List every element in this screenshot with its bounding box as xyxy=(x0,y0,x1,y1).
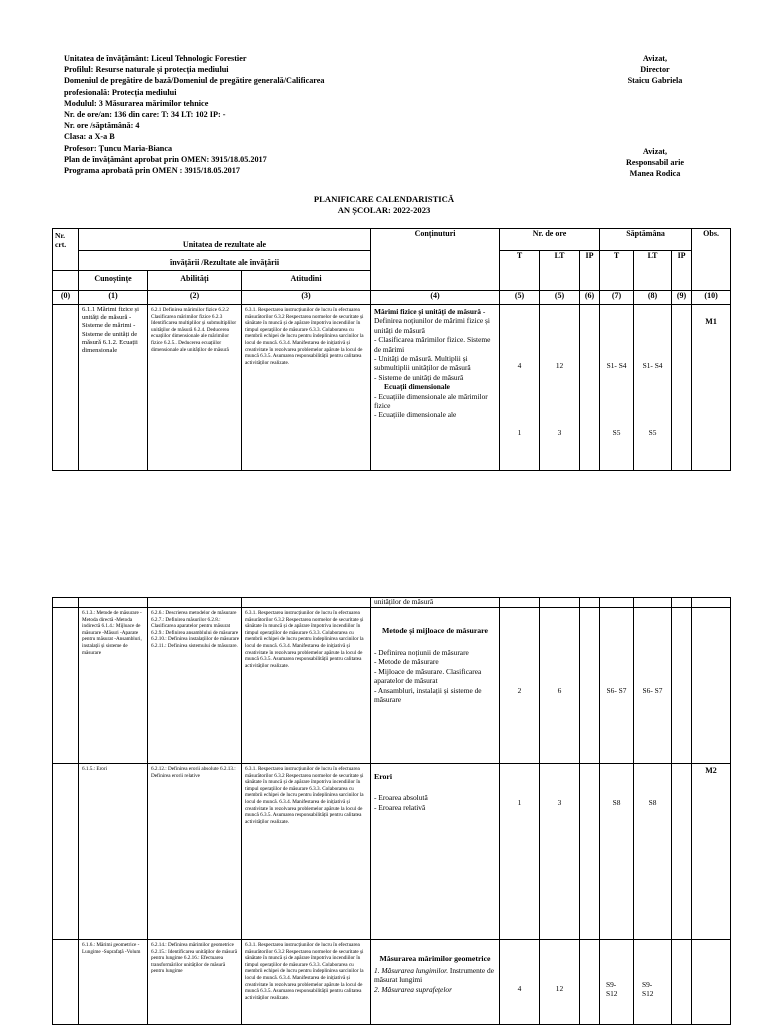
week-t-cell xyxy=(600,940,634,1025)
lt-hours: 3 xyxy=(557,428,562,437)
content-item: - Eroarea absolută xyxy=(374,793,428,803)
abilitati-cell: 6.2.14.: Definirea mărimilor geometrice 6.2.15.: Identificarea unităților de măsură pentru lungime 6.2.16.: Efectuarea transformărilor unităților de măsură pentru lungime xyxy=(148,940,242,1025)
col-saptamana: Săptămâna xyxy=(600,229,692,251)
header-domeniu: Domeniul de pregătire de bază/Domeniul de pregătire generală/Calificarea xyxy=(64,76,325,86)
obs-cell xyxy=(692,940,731,1025)
content-item: - Metode de măsurare xyxy=(374,657,439,667)
content-item: - Definirea noțiunii de măsurare xyxy=(374,648,469,657)
approval-area-head xyxy=(600,146,710,180)
t-hours-cell xyxy=(500,305,540,471)
col-num-6: (6) xyxy=(580,291,600,305)
empty-cell xyxy=(672,598,692,608)
approval-role: Director xyxy=(640,65,670,75)
table-row xyxy=(53,940,731,1025)
unitatea-line-1: Unitatea de rezultate ale xyxy=(182,240,267,249)
title-line-1: PLANIFICARE CALENDARISTICĂ xyxy=(313,194,455,204)
abilitati-cell: 6.2.1 Definirea mărimilor fizice 6.2.2 Clasificarea mărimilor fizice 6.2.3 Identificarea multiplilor și submultiplilor unităților de măsură 6.2.4. Deducerea ecuațiilor dimensionale ale mărimilor fizice 6.2.5.. Deducerea ecuațiilor dimensionale ale unităților de măsură xyxy=(148,305,242,471)
week-lt: S8 xyxy=(648,798,657,807)
week-ip-cell xyxy=(672,305,692,471)
empty-cell xyxy=(79,598,148,608)
atitudini-cell: 6.3.1. Respectarea instrucțiunilor de lucru în efectuarea măsurătorilor 6.3.2 Respectarea normelor de securitate și sănătate în muncă și de apărare împotriva incendiilor în timpul operațiilor de măsurare 6.3.3. Colaborarea cu membrii echipei de lucru pentru îndeplinirea sarcinilor la locul de muncă. 6.3.4. Manifestarea de inițiativă și creativitate în rezolvarea problemelor apărute la locul de muncă 6.3.5. Asumarea responsabilității pentru calitatea activităților realizate. xyxy=(242,940,371,1025)
table-row xyxy=(53,598,731,608)
col-t: T xyxy=(500,251,540,291)
obs-cell xyxy=(692,764,731,940)
nr-crt-cell xyxy=(53,764,79,940)
week-lt: S5 xyxy=(648,428,657,437)
week-lt-cell xyxy=(634,608,672,764)
t-hours: 4 xyxy=(517,984,522,993)
col-num-7: (7) xyxy=(600,291,634,305)
week-lt: S6- S7 xyxy=(642,686,663,695)
col-unitatea xyxy=(79,229,371,251)
week-lt: S1- S4 xyxy=(642,361,663,370)
col-unitatea-sub xyxy=(79,251,371,271)
content-item: - Eroarea relativă xyxy=(374,802,426,812)
col-ip: IP xyxy=(580,251,600,291)
cunostinte-cell: 6.1.5.: Erori xyxy=(79,764,148,940)
header-plan: Plan de învățământ aprobat prin OMEN: 3915/18.05.2017 xyxy=(64,154,267,164)
week-ip-cell xyxy=(672,608,692,764)
empty-cell xyxy=(242,598,371,608)
obs-cell xyxy=(692,608,731,764)
ip-cell xyxy=(580,764,600,940)
ip-cell xyxy=(580,608,600,764)
week-t-cell xyxy=(600,305,634,471)
t-hours-cell xyxy=(500,608,540,764)
week-t: S1- S4 xyxy=(606,361,627,370)
week-ip-cell xyxy=(672,764,692,940)
lt-hours-cell xyxy=(540,764,580,940)
abilitati-cell: 6.2.6.: Descrierea metodelor de măsurare 6.2.7.: Definirea măsurilor 6.2.8.: Clasificarea aparatelor pentru măsurat 6.2.9.: Definirea ansamblului de măsurare 6.2.10.: Definirea instalațiilor de măsurare 6.2.11.: Definirea sistemului de măsurare. xyxy=(148,608,242,764)
t-hours-cell xyxy=(500,940,540,1025)
col-num-3: (3) xyxy=(242,291,371,305)
week-t: S5 xyxy=(612,428,621,437)
week-lt-cell xyxy=(634,764,672,940)
week-ip-cell xyxy=(672,940,692,1025)
continuturi-cell xyxy=(371,608,500,764)
header-programa: Programa aprobată prin OMEN : 3915/18.05.2017 xyxy=(64,166,240,176)
lt-hours: 3 xyxy=(557,798,562,807)
header-modul: Modulul: 3 Măsurarea mărimilor tehnice xyxy=(64,98,209,108)
col-s-t: T xyxy=(600,251,634,291)
col-num-5: (5) xyxy=(500,291,540,305)
content-title: Măsurarea mărimilor geometrice xyxy=(379,954,491,963)
empty-cell xyxy=(500,598,540,608)
approval-person: Staicu Gabriela xyxy=(627,76,683,86)
nr-crt-cell xyxy=(53,940,79,1025)
empty-cell xyxy=(634,598,672,608)
col-num-8: (8) xyxy=(634,291,672,305)
continuturi-cell xyxy=(371,764,500,940)
content-item: - Ansambluri, instalații și sisteme de măsurare xyxy=(374,685,482,705)
week-lt-cell xyxy=(634,305,672,471)
t-hours-cell xyxy=(500,764,540,940)
week-t: S6- S7 xyxy=(606,686,627,695)
header-nr-ore-saptamana: Nr. ore /săptămână: 4 xyxy=(64,121,140,131)
continuturi-cell: unităților de măsură xyxy=(371,598,500,608)
col-num-2: (2) xyxy=(148,291,242,305)
week-t-cell xyxy=(600,764,634,940)
col-num-4: (4) xyxy=(371,291,500,305)
table-row xyxy=(53,608,731,764)
t-hours: 1 xyxy=(517,798,522,807)
col-continuturi: Conținuturi xyxy=(371,229,500,291)
col-nr-ore: Nr. de ore xyxy=(500,229,600,251)
content-item: 1. Măsurarea lungimilor. xyxy=(374,966,449,975)
cunostinte-cell: 6.1.6.: Mărimi geometrice -Lungime -Suprafață -Volum xyxy=(79,940,148,1025)
module-code: M2 xyxy=(705,766,717,775)
t-hours: 1 xyxy=(517,428,522,437)
atitudini-cell: 6.3.1. Respectarea instrucțiunilor de lucru în efectuarea măsurătorilor 6.3.2 Respectarea normelor de securitate și sănătate în muncă și de apărare împotriva incendiilor în timpul operațiilor de măsurare 6.3.3. Colaborarea cu membrii echipei de lucru pentru îndeplinirea sarcinilor la locul de muncă. 6.3.4. Manifestarea de inițiativă și creativitate în rezolvarea problemelor apărute la locul de muncă 6.3.5. Asumarea responsabilității pentru calitatea activităților realizate. xyxy=(242,305,371,471)
col-s-lt: LT xyxy=(634,251,672,291)
table-row xyxy=(53,764,731,940)
continuturi-cell xyxy=(371,305,500,471)
content-title: Erori xyxy=(374,772,393,781)
approval-role: Responsabil arie xyxy=(625,158,684,168)
empty-cell xyxy=(540,598,580,608)
content-title: Metode și mijloace de măsurare xyxy=(382,626,488,635)
col-obs: Obs. xyxy=(692,229,731,291)
page-title xyxy=(0,194,768,215)
col-num-9: (9) xyxy=(672,291,692,305)
header-unitate: Unitatea de învățământ: Liceul Tehnologic Forestier xyxy=(64,54,247,63)
t-hours: 4 xyxy=(517,361,522,370)
content-item: - Ecuațiile dimensionale ale mărimilor fizice xyxy=(374,391,488,411)
lt-hours-cell xyxy=(540,940,580,1025)
content-item: - Ecuațiile dimensionale ale xyxy=(374,410,457,420)
header-calificare: profesională: Protecția mediului xyxy=(64,87,177,97)
nr-crt-cell xyxy=(53,608,79,764)
t-hours: 2 xyxy=(517,686,522,695)
col-num-0: (0) xyxy=(53,291,79,305)
atitudini-cell: 6.3.1. Respectarea instrucțiunilor de lucru în efectuarea măsurătorilor 6.3.2 Respectarea normelor de securitate și sănătate în muncă și de apărare împotriva incendiilor în timpul operațiilor de măsurare 6.3.3. Colaborarea cu membrii echipei de lucru pentru îndeplinirea sarcinilor la locul de muncă. 6.3.4. Manifestarea de inițiativă și creativitate în rezolvarea problemelor apărute la locul de muncă 6.3.5. Asumarea responsabilității pentru calitatea activităților realizate. xyxy=(242,764,371,940)
col-abilitati: Abilități xyxy=(148,271,242,291)
empty-cell xyxy=(580,598,600,608)
week-lt: S9- S12 xyxy=(642,980,654,998)
unitatea-line-2: învățării /Rezultate ale învățării xyxy=(169,258,280,267)
content-item: - Mijloace de măsurare. Clasificarea aparatelor de măsurat xyxy=(374,666,482,686)
col-s-ip: IP xyxy=(672,251,692,291)
obs-cell xyxy=(692,305,731,471)
content-item: 2. Măsurarea suprafețelor xyxy=(374,984,452,994)
nr-crt-cell xyxy=(53,305,79,471)
empty-cell xyxy=(148,598,242,608)
approval-label: Avizat, xyxy=(642,54,668,63)
content-item: - Clasificarea mărimilor fizice. Sisteme de mărimi xyxy=(374,335,491,354)
lt-hours-cell xyxy=(540,305,580,471)
lt-hours: 12 xyxy=(555,361,564,370)
week-t-cell xyxy=(600,608,634,764)
content-item: Instrumente de măsurat lungimi xyxy=(374,966,495,985)
col-nr-crt: Nr. crt. xyxy=(53,229,79,271)
col-num-10: (10) xyxy=(692,291,731,305)
lt-hours: 6 xyxy=(557,686,562,695)
week-t: S8 xyxy=(612,798,621,807)
approval-label: Avizat, xyxy=(642,147,668,156)
header-clasa: Clasa: a X-a B xyxy=(64,132,115,142)
continuturi-cell xyxy=(371,940,500,1025)
content-title: Mărimi fizice și unități de măsură xyxy=(374,307,481,316)
title-line-2: AN ȘCOLAR: 2022-2023 xyxy=(337,204,431,215)
empty-cell xyxy=(53,271,79,291)
col-lt: LT xyxy=(540,251,580,291)
table-row xyxy=(53,305,731,471)
module-code: M1 xyxy=(705,317,717,326)
content-item: - Sisteme de unități de măsură xyxy=(374,372,464,382)
week-lt-cell xyxy=(634,940,672,1025)
approval-director xyxy=(600,53,710,87)
planning-table-part-2 xyxy=(52,597,731,1025)
col-num-1: (1) xyxy=(79,291,148,305)
ip-cell xyxy=(580,940,600,1025)
lt-hours: 12 xyxy=(555,984,564,993)
cunostinte-cell: 6.1.1 Mărimi fizice și unități de măsură -Sisteme de mărimi -Sisteme de unități de măsură 6.1.2. Ecuații dimensionale xyxy=(79,305,148,471)
cunostinte-cell: 6.1.3.: Metode de măsurare -Metoda directă -Metoda indirectă 6.1.4.: Mijloace de măsurare -Măsuri -Aparate pentru măsurat -Ansambluri, instalații și sisteme de măsurare xyxy=(79,608,148,764)
document-header xyxy=(64,53,584,176)
col-cunostinte: Cunoștințe xyxy=(79,271,148,291)
content-item: - Unități de măsură. Multiplii și submultiplii unităților de măsură xyxy=(374,354,471,373)
ip-cell xyxy=(580,305,600,471)
lt-hours-cell xyxy=(540,608,580,764)
content-intro: - Definirea noțiunilor de mărimi fizice și unități de măsură xyxy=(374,307,490,335)
empty-cell xyxy=(692,598,731,608)
content-subtitle: Ecuații dimensionale xyxy=(384,382,450,392)
planning-table-part-1 xyxy=(52,228,731,471)
abilitati-cell: 6.2.12.: Definirea erorii absolute 6.2.13.: Definirea erorii relative xyxy=(148,764,242,940)
col-atitudini: Atitudini xyxy=(242,271,371,291)
col-num-5b: (5) xyxy=(540,291,580,305)
header-nr-ore-an: Nr. de ore/an: 136 din care: T: 34 LT: 102 IP: - xyxy=(64,110,226,120)
atitudini-cell: 6.3.1. Respectarea instrucțiunilor de lucru în efectuarea măsurătorilor 6.3.2 Respectarea normelor de securitate și sănătate în muncă și de apărare împotriva incendiilor în timpul operațiilor de măsurare 6.3.3. Colaborarea cu membrii echipei de lucru pentru îndeplinirea sarcinilor la locul de muncă. 6.3.4. Manifestarea de inițiativă și creativitate în rezolvarea problemelor apărute la locul de muncă 6.3.5. Asumarea responsabilității pentru calitatea activităților realizate. xyxy=(242,608,371,764)
week-t: S9- S12 xyxy=(606,980,618,998)
header-profil: Profilul: Resurse naturale și protecția mediului xyxy=(64,65,229,75)
empty-cell xyxy=(600,598,634,608)
header-profesor: Profesor: Țuncu Maria-Bianca xyxy=(64,143,173,153)
approval-person: Manea Rodica xyxy=(629,169,681,179)
empty-cell xyxy=(53,598,79,608)
